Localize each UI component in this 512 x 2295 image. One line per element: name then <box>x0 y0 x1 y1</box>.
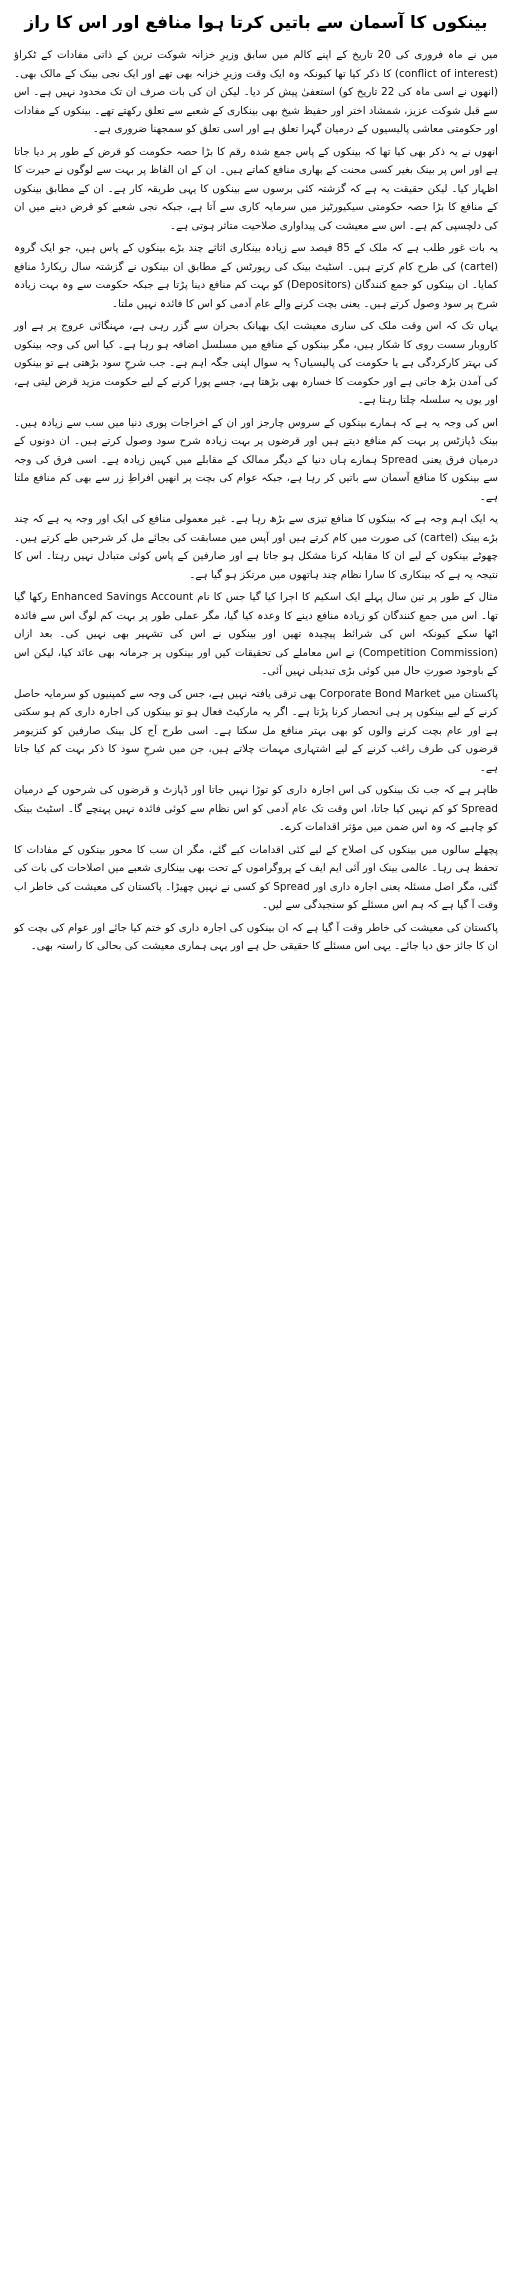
article-paragraph: پچھلے سالوں میں بینکوں کی اصلاح کے لیے کئی اقدامات کیے گئے، مگر ان سب کا محور بینکوں کے مفادات کا تحفظ ہی رہا۔ عالمی بینک اور آئی ایم ایف کے پروگراموں کے تحت بھی بینکاری شعبے میں اصلاحات کی بات کی گئی، مگر اصل مسئلہ یعنی اجارہ داری اور Spread کو کسی نے نہیں چھیڑا۔ پاکستان کی معیشت کی خاطر اب وقت آ گیا ہے کہ ہم اس مسئلے کو سنجیدگی سے لیں۔ <box>14 843 498 911</box>
article-paragraph: ظاہر ہے کہ جب تک بینکوں کی اس اجارہ داری کو توڑا نہیں جاتا اور ڈپازٹ و قرضوں کی شرحوں کے درمیان Spread کو کم نہیں کیا جاتا، اس وقت تک عام آدمی کو اس نظام سے کوئی فائدہ نہیں پہنچے گا۔ اسٹیٹ بینک کو چاہیے کہ وہ اس ضمن میں مؤثر اقدامات کرے۔ <box>14 784 498 833</box>
article-paragraph: پاکستان کی معیشت کی خاطر وقت آ گیا ہے کہ ان بینکوں کی اجارہ داری کو ختم کیا جائے اور عوام کی بچت کو ان کا جائز حق دیا جائے۔ یہی اس مسئلے کا حقیقی حل ہے اور یہی ہماری معیشت کی بحالی کا راستہ بھی۔ <box>14 921 498 952</box>
article-paragraph: انھوں نے یہ ذکر بھی کیا تھا کہ بینکوں کے پاس جمع شدہ رقم کا بڑا حصہ حکومت کو قرض کے طور پر دیا جاتا ہے اور اس پر بینک بغیر کسی محنت کے بھاری منافع کماتے ہیں۔ ان کے ان الفاظ پر بہت سے لوگوں نے حیرت کا اظہار کیا۔ لیکن حقیقت یہ ہے کہ گزشتہ کئی برسوں سے بینکوں کا یہی طریقہ کار ہے۔ ان کے مطابق بینکوں کے منافع کا بڑا حصہ حکومتی سیکیورٹیز میں سرمایہ کاری سے آتا ہے، جبکہ نجی شعبے کو قرض دینے میں ان کی دلچسپی کم ہے۔ اس سے معیشت کی پیداواری صلاحیت متاثر ہوتی ہے۔ <box>14 145 498 232</box>
article-paragraph: مثال کے طور پر تین سال پہلے ایک اسکیم کا اجرا کیا گیا جس کا نام Enhanced Savings Account رکھا گیا تھا۔ اس میں جمع کنندگان کو زیادہ منافع دینے کا وعدہ کیا گیا، مگر عملی طور پر بہت کم لوگ اس سے فائدہ اٹھا سکے کیونکہ اس کی شرائط پیچیدہ تھیں اور بینکوں نے اس کی تشہیر بھی نہیں کی۔ بعد ازاں (Competition Commission) نے اس معاملے کی تحقیقات کیں اور بینکوں پر جرمانہ بھی عائد کیا، لیکن اس کے باوجود صورتِ حال میں کوئی بڑی تبدیلی نہیں آئی۔ <box>14 591 499 677</box>
article-paragraph: پاکستان میں Corporate Bond Market بھی ترقی یافتہ نہیں ہے، جس کی وجہ سے کمپنیوں کو سرمایہ حاصل کرنے کے لیے بینکوں پر ہی انحصار کرنا پڑتا ہے۔ اگر یہ مارکیٹ فعال ہو تو بینکوں کی اجارہ داری کم ہو سکتی ہے اور عام بچت کرنے والوں کو بھی بہتر منافع مل سکتا ہے۔ اسی طرح آج کل بینک صارفین کو کنزیومر قرضوں کی طرف راغب کرنے کے لیے اشتہاری مہمات چلاتے ہیں، جن میں شرحِ سود کا ذکر بہت کم کیا جاتا ہے۔ <box>14 687 498 774</box>
article-body <box>14 46 498 956</box>
article-paragraph: یہ بات غور طلب ہے کہ ملک کے 85 فیصد سے زیادہ بینکاری اثاثے چند بڑے بینکوں کے پاس ہیں، جو ایک گروہ (cartel) کی طرح کام کرتے ہیں۔ اسٹیٹ بینک کی رپورٹس کے مطابق ان بینکوں نے گزشتہ سال ریکارڈ منافع کمایا۔ ان بینکوں کو جمع کنندگان (Depositors) کو بہت کم منافع دینا پڑتا ہے جبکہ حکومت سے وہ بہت زیادہ شرح پر سود وصول کرتے ہیں۔ یعنی بچت کرنے والے عام آدمی کو اس کا فائدہ نہیں ملتا۔ <box>14 242 499 310</box>
article-paragraph: یہ ایک اہم وجہ ہے کہ بینکوں کا منافع تیزی سے بڑھ رہا ہے۔ غیر معمولی منافع کی ایک اور وجہ یہ ہے کہ چند بڑے بینک (cartel) کی صورت میں کام کرتے ہیں اور آپس میں مسابقت کی بجائے مل کر شرحیں طے کرتے ہیں۔ چھوٹے بینکوں کے لیے ان کا مقابلہ کرنا مشکل ہو جاتا ہے اور صارفین کے پاس کوئی متبادل نہیں رہتا۔ اس کا نتیجہ یہ ہے کہ بینکاری کا سارا نظام چند ہاتھوں میں مرتکز ہو گیا ہے۔ <box>14 513 498 581</box>
article-paragraph: یہاں تک کہ اس وقت ملک کی ساری معیشت ایک بھیانک بحران سے گزر رہی ہے، مہنگائی عروج پر ہے اور کاروبار سست روی کا شکار ہیں، مگر بینکوں کے منافع میں مسلسل اضافہ ہو رہا ہے۔ کیا اس کی وجہ بینکوں کی بہتر کارکردگی ہے یا حکومت کی پالیسیاں؟ یہ سوال اپنی جگہ اہم ہے۔ جب شرحِ سود بڑھتی ہے تو بینکوں کی آمدن بڑھ جاتی ہے اور حکومت کا خسارہ بھی بڑھتا ہے، جسے پورا کرنے کے لیے حکومت مزید قرض لیتی ہے، اور یوں یہ سلسلہ چلتا رہتا ہے۔ <box>14 320 498 406</box>
article-paragraph: میں نے ماہ فروری کی 20 تاریخ کے اپنے کالم میں سابق وزیرِ خزانہ شوکت ترین کے ذاتی مفادات کے ٹکراؤ (conflict of interest) کا ذکر کیا تھا کیونکہ وہ ایک وقت وزیرِ خزانہ بھی تھے اور ایک نجی بینک کے مالک بھی۔ (انھوں نے اسی ماہ کی 22 تاریخ کو) استعفیٰ پیش کر دیا۔ لیکن ان کی بات صرف ان تک محدود نہیں ہے۔ اس سے قبل شوکت عزیز، شمشاد اختر اور حفیظ شیخ بھی بینکاری کے شعبے سے تعلق رکھتے تھے۔ بینکوں کے مفادات اور حکومتی معاشی پالیسیوں کے درمیان گہرا تعلق ہے اور اسی تعلق کو سمجھنا ضروری ہے۔ <box>14 49 499 135</box>
article-paragraph: اس کی وجہ یہ ہے کہ ہمارے بینکوں کے سروس چارجز اور ان کے اخراجات پوری دنیا میں سب سے زیادہ ہیں۔ بینک ڈپازٹس پر بہت کم منافع دیتے ہیں اور قرضوں پر بہت زیادہ شرح سود وصول کرتے ہیں۔ ان دونوں کے درمیان فرق یعنی Spread ہمارے ہاں دنیا کے دیگر ممالک کے مقابلے میں کہیں زیادہ ہے۔ اسی فرق کی وجہ سے بینکوں کا منافع آسمان سے باتیں کر رہا ہے، جبکہ عوام کی بچت پر انھیں افراطِ زر سے بھی کم منافع ملتا ہے۔ <box>14 416 498 503</box>
article-title: بینکوں کا آسمان سے باتیں کرتا ہوا منافع اور اس کا راز <box>24 13 488 33</box>
